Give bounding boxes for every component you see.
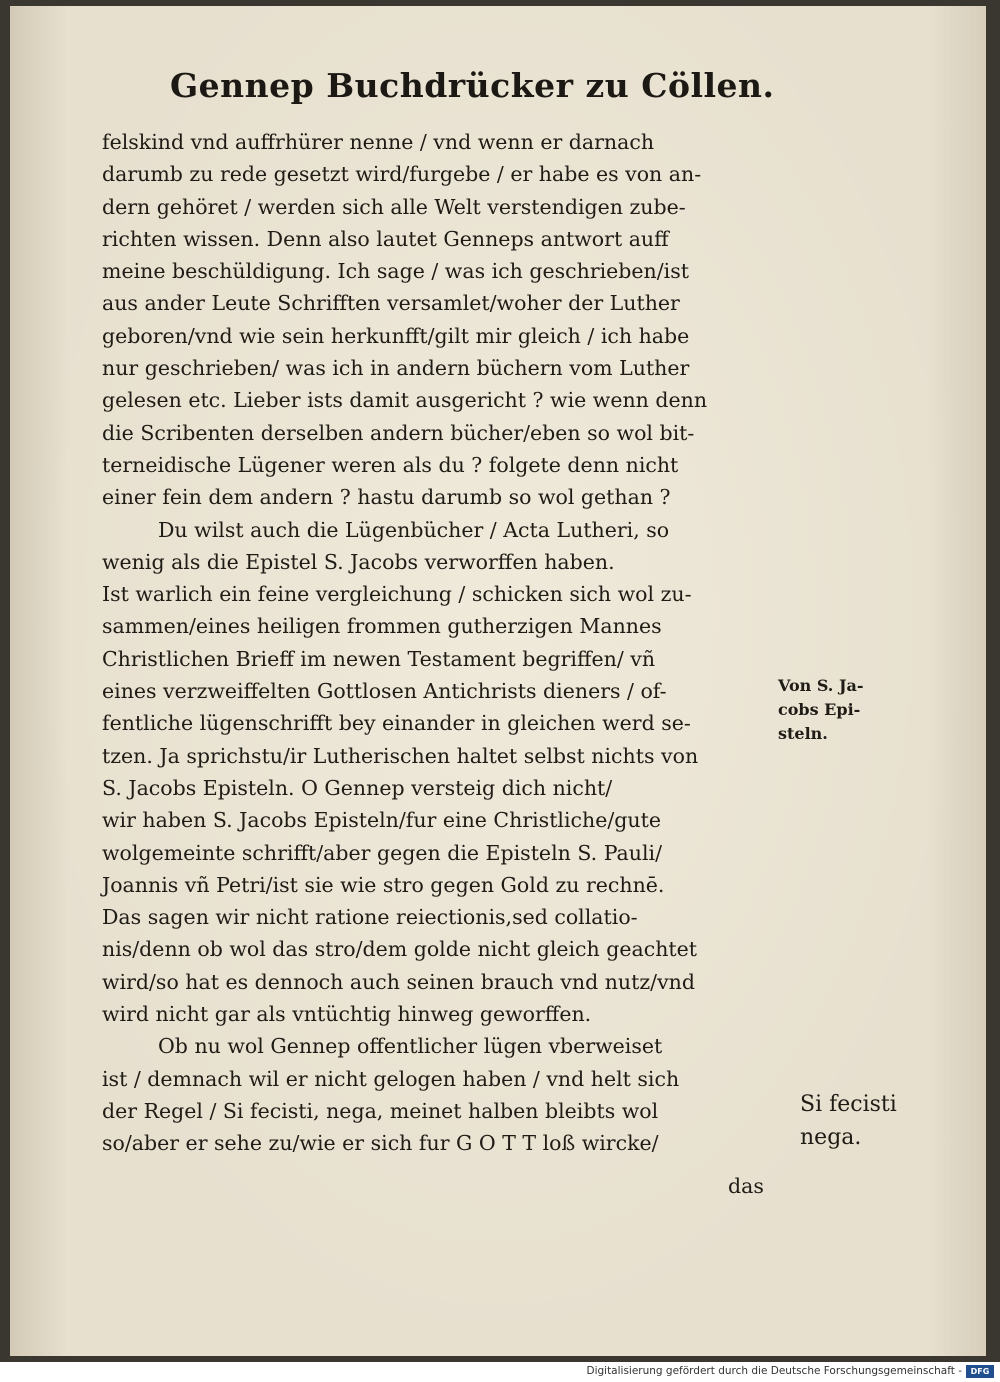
margin-note-line: steln.	[778, 724, 828, 743]
margin-note-jacobs	[778, 674, 864, 746]
catchword: das	[728, 1174, 764, 1198]
margin-note-si-fecisti	[800, 1088, 897, 1154]
text-line: dern gehöret / werden sich alle Welt verstendigen zube-	[102, 194, 686, 219]
running-title: Gennep Buchdrücker zu Cöllen.	[170, 66, 775, 105]
text-line: richten wissen. Denn also lautet Genneps antwort auff	[102, 226, 669, 251]
text-line: wird/so hat es dennoch auch seinen brauch vnd nutz/vnd	[102, 969, 695, 994]
margin-note-line: nega.	[800, 1125, 862, 1150]
text-line: ist / demnach wil er nicht gelogen haben / vnd helt sich	[102, 1066, 680, 1091]
text-line: aus ander Leute Schrifften versamlet/woher der Luther	[102, 291, 680, 316]
text-line: Joannis vñ Petri/ist sie wie stro gegen Gold zu rechnē.	[102, 872, 665, 897]
text-line: eines verzweiffelten Gottlosen Antichrists dieners / of-	[102, 679, 667, 704]
text-line: meine beschüldigung. Ich sage / was ich geschrieben/ist	[102, 259, 689, 284]
dfg-logo: DFG	[966, 1365, 994, 1378]
text-line: Das sagen wir nicht ratione reiectionis,sed collatio-	[102, 905, 638, 930]
margin-note-line: Von S. Ja-	[778, 676, 864, 695]
text-line: terneidische Lügener weren als du ? folgete denn nicht	[102, 452, 679, 477]
margin-note-line: Si fecisti	[800, 1092, 897, 1117]
text-line: wolgemeinte schrifft/aber gegen die Episteln S. Pauli/	[102, 840, 663, 865]
digitization-footer	[0, 1362, 1000, 1382]
text-line: gelesen etc. Lieber ists damit ausgericht ? wie wenn denn	[102, 388, 708, 413]
paragraph-start-line: Du wilst auch die Lügenbücher / Acta Lutheri, so	[158, 517, 670, 542]
text-line: die Scribenten derselben andern bücher/eben so wol bit-	[102, 420, 695, 445]
text-line: darumb zu rede gesetzt wird/furgebe / er habe es von an-	[102, 162, 702, 187]
text-line: so/aber er sehe zu/wie er sich fur G O T T loß wircke/	[102, 1131, 659, 1156]
main-text-block	[102, 126, 782, 1160]
text-line: Ist warlich ein feine vergleichung / schicken sich wol zu-	[102, 582, 692, 607]
text-line: nur geschrieben/ was ich in andern büchern vom Luther	[102, 356, 690, 381]
text-line: der Regel / Si fecisti, nega, meinet halben bleibts wol	[102, 1098, 659, 1123]
text-line: wir haben S. Jacobs Episteln/fur eine Christliche/gute	[102, 808, 661, 833]
text-line: sammen/eines heiligen frommen gutherzigen Mannes	[102, 614, 662, 639]
text-line: wird nicht gar als vntüchtig hinweg geworffen.	[102, 1002, 592, 1027]
text-line: fentliche lügenschrifft bey einander in gleichen werd se-	[102, 711, 691, 736]
funding-credit: Digitalisierung gefördert durch die Deutsche Forschungsgemeinschaft -	[586, 1365, 962, 1377]
text-line: tzen. Ja sprichstu/ir Lutherischen haltet selbst nichts von	[102, 743, 699, 768]
text-line: einer fein dem andern ? hastu darumb so wol gethan ?	[102, 485, 671, 510]
paragraph-start-line: Ob nu wol Gennep offentlicher lügen vberweiset	[158, 1034, 663, 1059]
text-line: S. Jacobs Episteln. O Gennep versteig dich nicht/	[102, 775, 613, 800]
text-line: Christlichen Brieff im newen Testament begriffen/ vñ	[102, 646, 656, 671]
text-line: wenig als die Epistel S. Jacobs verworffen haben.	[102, 549, 615, 574]
text-line: felskind vnd auffrhürer nenne / vnd wenn er darnach	[102, 130, 655, 154]
text-line: nis/denn ob wol das stro/dem golde nicht gleich geachtet	[102, 937, 698, 962]
text-line: geboren/vnd wie sein herkunfft/gilt mir gleich / ich habe	[102, 323, 690, 348]
margin-note-line: cobs Epi-	[778, 700, 861, 719]
book-page	[10, 6, 986, 1356]
